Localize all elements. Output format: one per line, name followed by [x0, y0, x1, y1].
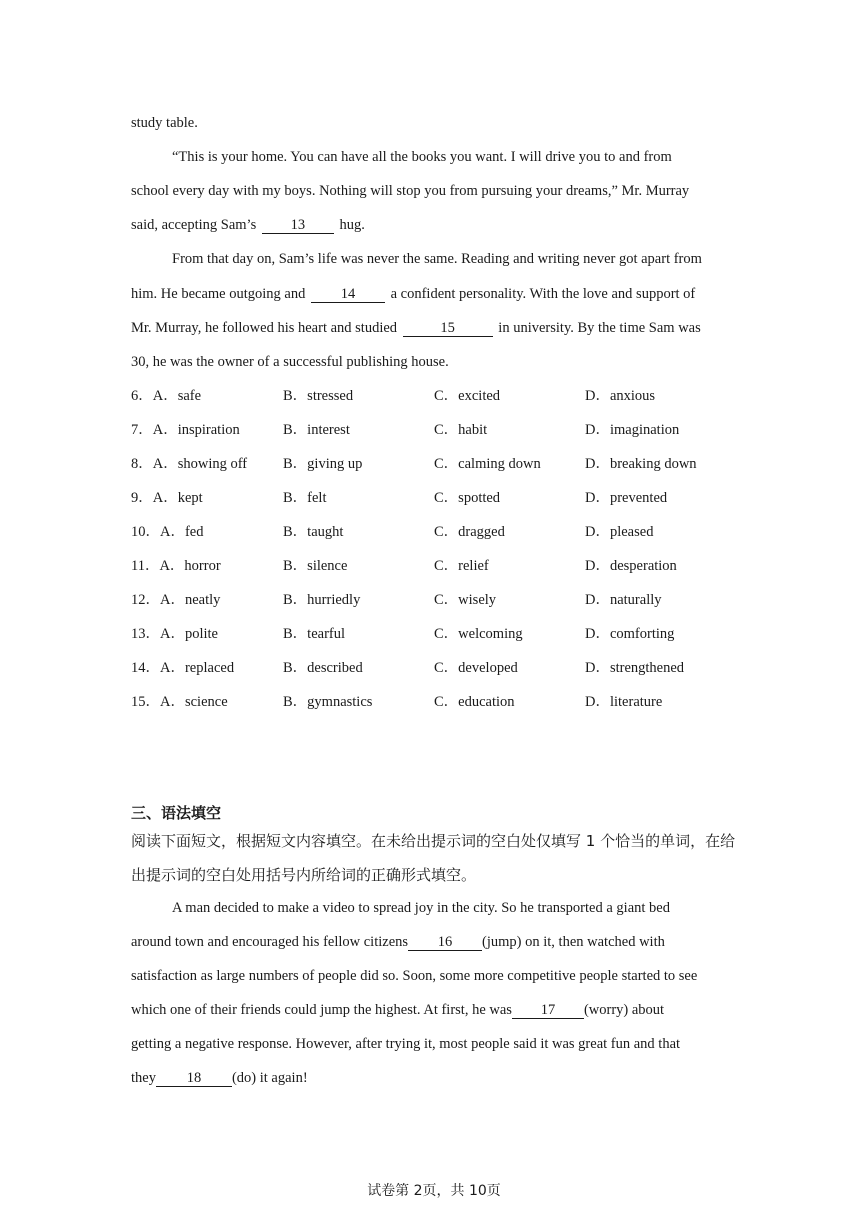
option-b[interactable]: B．stressed: [283, 388, 354, 404]
passage-line: 30, he was the owner of a successful publishing house.: [131, 354, 449, 370]
option-d[interactable]: D．comforting: [585, 626, 675, 642]
option-c[interactable]: C．habit: [434, 422, 488, 438]
option-c[interactable]: C．spotted: [434, 490, 501, 506]
option-b[interactable]: B．giving up: [283, 456, 363, 472]
passage-line: [131, 319, 701, 337]
option-c[interactable]: C．excited: [434, 388, 501, 404]
option-row: [131, 489, 751, 507]
option-row: [131, 421, 751, 439]
option-d[interactable]: D．naturally: [585, 592, 662, 608]
passage-line: [131, 1069, 308, 1087]
text-segment: (worry) about: [583, 1002, 665, 1018]
option-a[interactable]: 15．A．science: [131, 694, 228, 710]
option-d[interactable]: D．imagination: [585, 422, 680, 438]
option-d[interactable]: D．strengthened: [585, 660, 685, 676]
option-c[interactable]: C．wisely: [434, 592, 497, 608]
option-a[interactable]: 8．A．showing off: [131, 456, 248, 472]
text-segment: him. He became outgoing and: [131, 286, 306, 302]
passage-line: “This is your home. You can have all the books you want. I will drive you to and from: [172, 149, 672, 165]
option-c[interactable]: C．relief: [434, 558, 489, 574]
option-d[interactable]: D．prevented: [585, 490, 668, 506]
passage-line: [131, 1001, 664, 1019]
passage-line: school every day with my boys. Nothing will stop you from pursuing your dreams,” Mr. Murray: [131, 183, 690, 199]
option-d[interactable]: D．literature: [585, 694, 663, 710]
page-footer: 试卷第 2页，共 10页: [367, 1183, 501, 1199]
option-a[interactable]: 6．A．safe: [131, 388, 202, 404]
option-b[interactable]: B．hurriedly: [283, 592, 361, 608]
text-segment: a confident personality. With the love and support of: [390, 286, 696, 302]
blank-14: 14: [311, 287, 385, 303]
option-b[interactable]: B．interest: [283, 422, 350, 438]
option-row: [131, 557, 751, 575]
option-a[interactable]: 7．A．inspiration: [131, 422, 240, 438]
passage-line: A man decided to make a video to spread joy in the city. So he transported a giant bed: [172, 900, 670, 916]
option-a[interactable]: 11．A．horror: [131, 558, 221, 574]
option-b[interactable]: B．gymnastics: [283, 694, 373, 710]
option-d[interactable]: D．desperation: [585, 558, 677, 574]
blank-13: 13: [262, 218, 334, 234]
passage-line: [131, 216, 365, 234]
option-d[interactable]: D．pleased: [585, 524, 654, 540]
text-segment: Mr. Murray, he followed his heart and studied: [131, 320, 398, 336]
passage-line: getting a negative response. However, after trying it, most people said it was great fun and that: [131, 1036, 681, 1052]
option-row: [131, 693, 751, 711]
text-segment: they: [131, 1070, 156, 1086]
section-title: 三、语法填空: [131, 804, 222, 822]
option-b[interactable]: B．felt: [283, 490, 327, 506]
option-c[interactable]: C．calming down: [434, 456, 541, 472]
text-segment: which one of their friends could jump the highest. At first, he was: [131, 1002, 512, 1018]
option-b[interactable]: B．tearful: [283, 626, 346, 642]
passage-line: [131, 285, 695, 303]
option-c[interactable]: C．dragged: [434, 524, 505, 540]
text-segment: (do) it again!: [231, 1070, 308, 1086]
option-row: [131, 523, 751, 541]
option-row: [131, 455, 751, 473]
option-b[interactable]: B．silence: [283, 558, 348, 574]
instruction-line: 出提示词的空白处用括号内所给词的正确形式填空。: [131, 866, 477, 884]
passage-line: study table.: [131, 115, 198, 131]
option-b[interactable]: B．described: [283, 660, 363, 676]
passage-line: satisfaction as large numbers of people did so. Soon, some more competitive people started to see: [131, 968, 698, 984]
text-segment: (jump) on it, then watched with: [482, 934, 665, 950]
blank-15: 15: [403, 321, 493, 337]
passage-line: [131, 933, 665, 951]
blank-17: 17: [512, 1003, 584, 1019]
option-b[interactable]: B．taught: [283, 524, 344, 540]
option-row: [131, 387, 751, 405]
option-a[interactable]: 9．A．kept: [131, 490, 203, 506]
text-segment: said, accepting Sam’s: [131, 217, 257, 233]
option-a[interactable]: 13．A．polite: [131, 626, 218, 642]
option-row: [131, 625, 751, 643]
option-a[interactable]: 14．A．replaced: [131, 660, 235, 676]
option-row: [131, 659, 751, 677]
option-a[interactable]: 12．A．neatly: [131, 592, 221, 608]
option-c[interactable]: C．developed: [434, 660, 518, 676]
passage-line: From that day on, Sam’s life was never the same. Reading and writing never got apart from: [172, 251, 702, 267]
text-segment: in university. By the time Sam was: [498, 320, 701, 336]
blank-16: 16: [408, 935, 482, 951]
option-a[interactable]: 10．A．fed: [131, 524, 204, 540]
instruction-line: 阅读下面短文，根据短文内容填空。在未给出提示词的空白处仅填写 1 个恰当的单词，在给: [131, 832, 736, 850]
option-c[interactable]: C．education: [434, 694, 515, 710]
option-d[interactable]: D．anxious: [585, 388, 656, 404]
blank-18: 18: [156, 1071, 232, 1087]
text-segment: hug.: [339, 217, 365, 233]
option-row: [131, 591, 751, 609]
option-d[interactable]: D．breaking down: [585, 456, 697, 472]
option-c[interactable]: C．welcoming: [434, 626, 523, 642]
text-segment: around town and encouraged his fellow citizens: [131, 934, 409, 950]
